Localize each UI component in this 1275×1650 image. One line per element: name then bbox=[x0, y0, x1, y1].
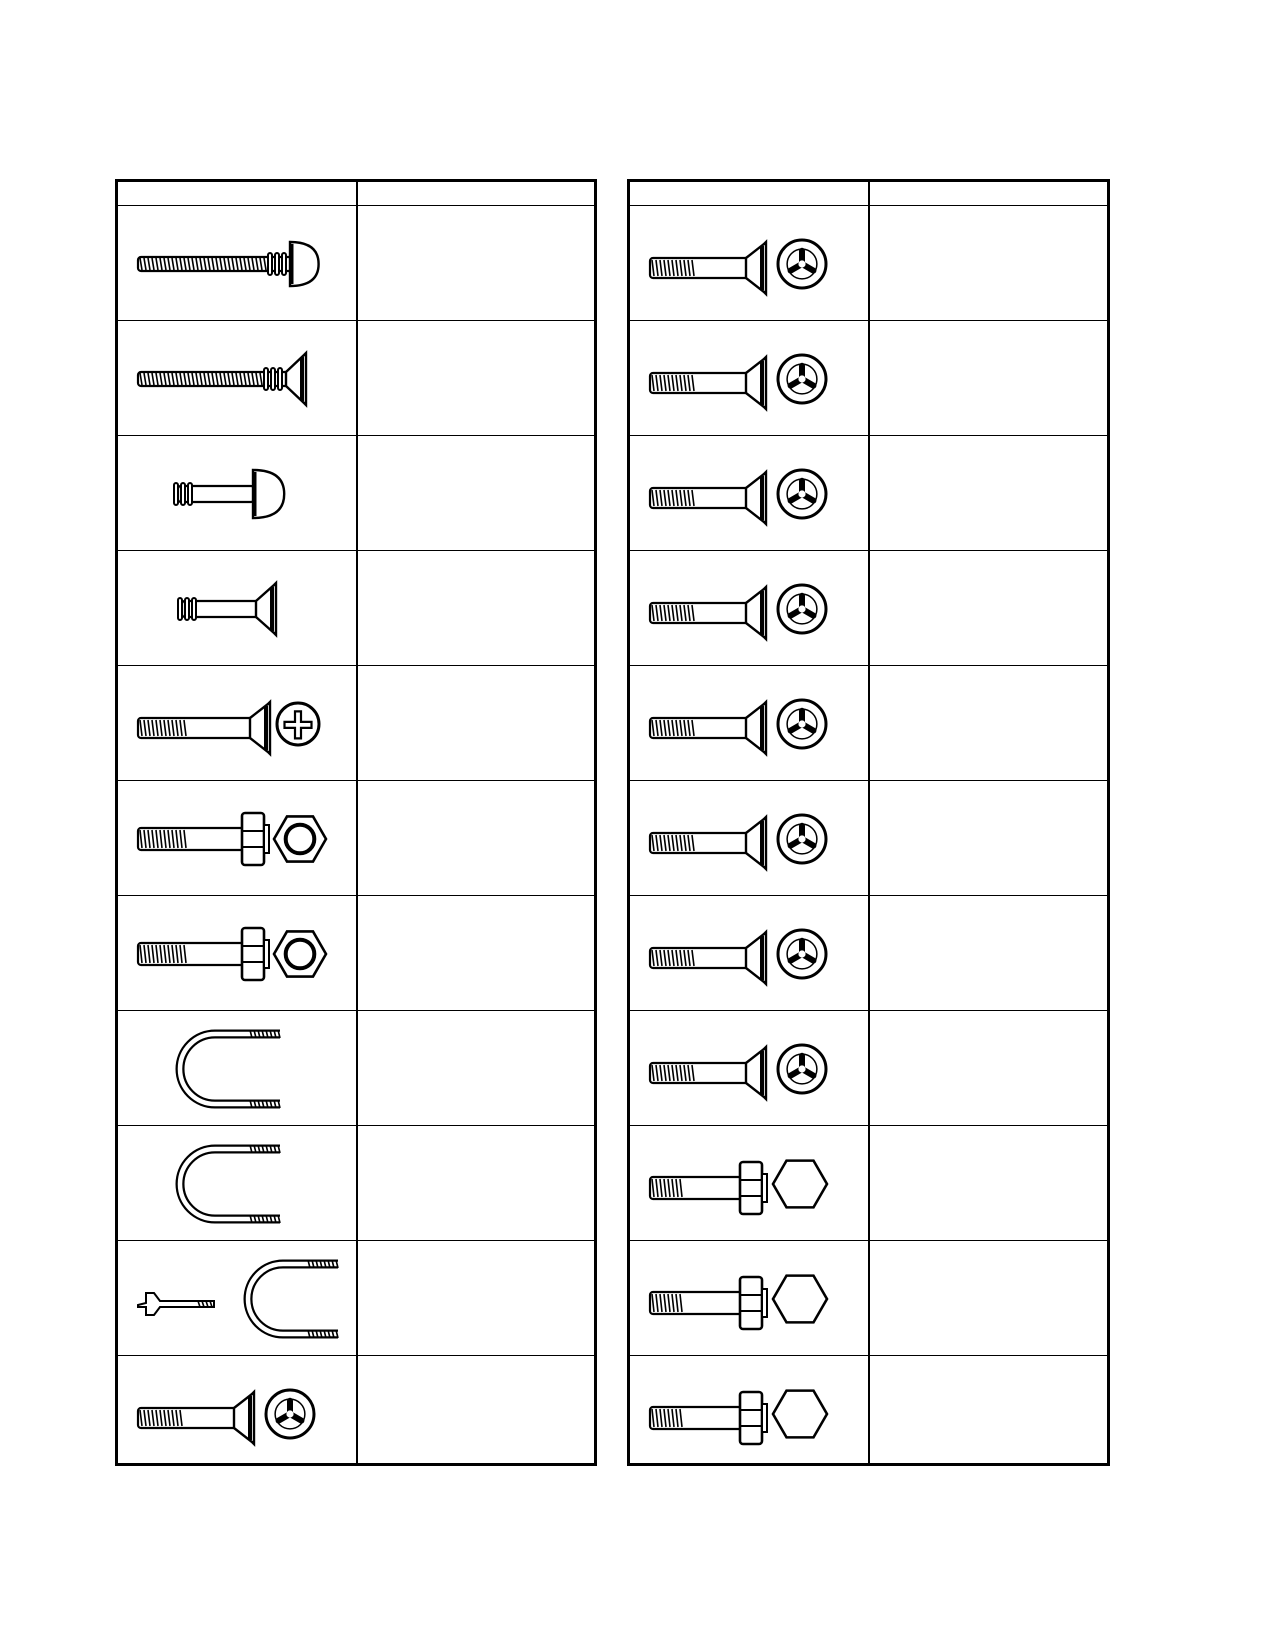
figure-cell bbox=[118, 321, 356, 436]
table-row bbox=[630, 436, 1107, 551]
description-cell bbox=[870, 1241, 1107, 1356]
figure-cell bbox=[630, 321, 868, 436]
figure-cell bbox=[630, 436, 868, 551]
figure-cell bbox=[630, 896, 868, 1011]
table-row bbox=[118, 1356, 594, 1471]
short-countersunk-lock-pin-icon bbox=[118, 551, 356, 666]
table-row bbox=[630, 321, 1107, 436]
round-head-lock-pin-icon bbox=[118, 206, 356, 321]
figure-cell bbox=[118, 436, 356, 551]
countersunk-tri-wing-screw-icon bbox=[630, 551, 868, 666]
table-row bbox=[630, 206, 1107, 321]
table-row bbox=[630, 1241, 1107, 1356]
figure-cell bbox=[630, 1356, 868, 1471]
description-cell bbox=[870, 781, 1107, 896]
table-row bbox=[118, 1011, 594, 1126]
figure-cell bbox=[630, 206, 868, 321]
hex-head-bolt-icon bbox=[630, 1241, 868, 1356]
description-cell bbox=[358, 436, 594, 551]
description-cell bbox=[870, 896, 1107, 1011]
table-row bbox=[630, 896, 1107, 1011]
description-cell bbox=[870, 206, 1107, 321]
hex-head-bolt-icon bbox=[630, 1356, 868, 1471]
countersunk-tri-wing-screw-icon bbox=[630, 321, 868, 436]
description-cell bbox=[870, 666, 1107, 781]
table-row bbox=[630, 551, 1107, 666]
countersunk-cross-recess-screw-icon bbox=[118, 666, 356, 781]
short-round-head-lock-pin-icon bbox=[118, 436, 356, 551]
u-bolt-icon bbox=[118, 1011, 356, 1126]
figure-cell bbox=[118, 551, 356, 666]
figure-cell bbox=[118, 896, 356, 1011]
table-row bbox=[118, 1241, 594, 1356]
description-cell bbox=[358, 1011, 594, 1126]
description-cell bbox=[358, 781, 594, 896]
countersunk-tri-wing-screw-icon bbox=[630, 781, 868, 896]
figure-cell bbox=[630, 1241, 868, 1356]
table-header-row bbox=[630, 182, 1107, 206]
figure-cell bbox=[630, 666, 868, 781]
countersunk-tri-wing-screw-icon bbox=[118, 1356, 356, 1471]
fastener-table-left bbox=[115, 179, 597, 1466]
description-cell bbox=[358, 896, 594, 1011]
countersunk-tri-wing-screw-icon bbox=[630, 1011, 868, 1126]
figure-cell bbox=[118, 1126, 356, 1241]
table-row bbox=[118, 321, 594, 436]
table-row bbox=[118, 551, 594, 666]
fastener-table-right bbox=[627, 179, 1110, 1466]
table-row bbox=[118, 206, 594, 321]
description-cell bbox=[358, 551, 594, 666]
table-row bbox=[118, 1126, 594, 1241]
figure-cell bbox=[118, 1241, 356, 1356]
table-row bbox=[630, 1011, 1107, 1126]
table-row bbox=[118, 781, 594, 896]
figure-cell bbox=[630, 781, 868, 896]
table-row bbox=[118, 896, 594, 1011]
table-row bbox=[630, 666, 1107, 781]
figure-cell bbox=[118, 206, 356, 321]
figure-cell bbox=[118, 1011, 356, 1126]
figure-cell bbox=[630, 1126, 868, 1241]
figure-cell bbox=[118, 781, 356, 896]
description-cell bbox=[870, 436, 1107, 551]
description-cell bbox=[870, 551, 1107, 666]
description-cell bbox=[870, 1011, 1107, 1126]
figure-cell bbox=[630, 1011, 868, 1126]
description-cell bbox=[358, 1126, 594, 1241]
table-header-row bbox=[118, 182, 594, 206]
table-row bbox=[630, 1356, 1107, 1471]
figure-cell bbox=[118, 666, 356, 781]
pin-and-u-bolt-icon bbox=[118, 1241, 356, 1356]
u-bolt-icon bbox=[118, 1126, 356, 1241]
description-cell bbox=[870, 321, 1107, 436]
table-row bbox=[630, 781, 1107, 896]
countersunk-tri-wing-screw-icon bbox=[630, 436, 868, 551]
countersunk-tri-wing-screw-icon bbox=[630, 666, 868, 781]
figure-cell bbox=[118, 1356, 356, 1471]
table-row bbox=[118, 436, 594, 551]
description-cell bbox=[358, 206, 594, 321]
hex-bolt-with-nut-icon bbox=[118, 896, 356, 1011]
table-row bbox=[118, 666, 594, 781]
description-cell bbox=[870, 1126, 1107, 1241]
table-row bbox=[630, 1126, 1107, 1241]
countersunk-tri-wing-screw-icon bbox=[630, 896, 868, 1011]
countersunk-tri-wing-screw-icon bbox=[630, 206, 868, 321]
description-cell bbox=[358, 666, 594, 781]
countersunk-lock-pin-icon bbox=[118, 321, 356, 436]
description-cell bbox=[870, 1356, 1107, 1471]
description-cell bbox=[358, 321, 594, 436]
description-cell bbox=[358, 1241, 594, 1356]
figure-cell bbox=[630, 551, 868, 666]
hex-bolt-with-nut-icon bbox=[118, 781, 356, 896]
hex-head-bolt-icon bbox=[630, 1126, 868, 1241]
description-cell bbox=[358, 1356, 594, 1471]
